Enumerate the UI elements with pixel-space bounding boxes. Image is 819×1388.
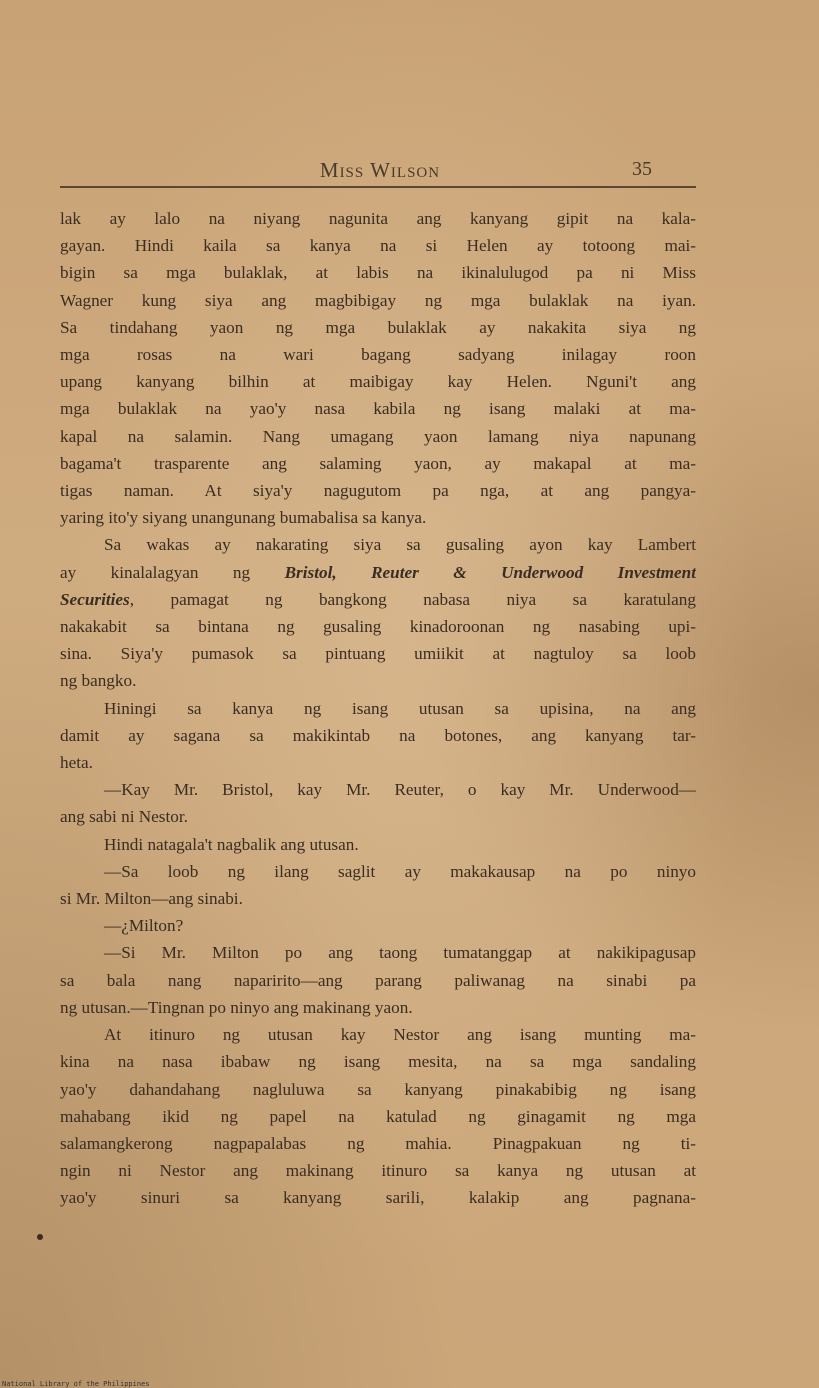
text-line: ng bangko. — [60, 671, 137, 691]
ink-speck — [37, 1234, 43, 1240]
footer-credit: National Library of the Philippines — [2, 1380, 150, 1388]
text-line — [60, 586, 696, 613]
text-fragment: , pamagat ng bangkong nabasa niya sa karatulang — [129, 589, 696, 609]
text-line: ang sabi ni Nestor. — [60, 807, 188, 827]
text-line: ngin ni Nestor ang makinang itinuro sa kanya ng utusan at — [60, 1161, 696, 1181]
text-line: —¿Milton? — [104, 916, 184, 936]
text-line: upang kanyang bilhin at maibigay kay Helen. Nguni't ang — [60, 372, 696, 392]
text-line: nakakabit sa bintana ng gusaling kinadoroonan ng nasabing upi- — [60, 617, 696, 637]
text-line: kapal na salamin. Nang umagang yaon lamang niya napunang — [60, 426, 696, 446]
text-line: bigin sa mga bulaklak, at labis na ikinalulugod pa ni Miss — [60, 263, 696, 283]
text-line: ng utusan.—Tingnan po ninyo ang makinang yaon. — [60, 997, 413, 1017]
text-line: —Sa loob ng ilang saglit ay makakausap na po ninyo — [104, 861, 696, 881]
text-fragment: ay kinalalagyan ng — [60, 562, 285, 582]
text-line: —Kay Mr. Bristol, kay Mr. Reuter, o kay Mr. Underwood— — [104, 780, 696, 800]
text-line: sina. Siya'y pumasok sa pintuang umiikit at nagtuloy sa loob — [60, 644, 696, 664]
text-line: mga bulaklak na yao'y nasa kabila ng isang malaki at ma- — [60, 399, 696, 419]
header-rule — [60, 186, 696, 188]
text-line: Hindi natagala't nagbalik ang utusan. — [104, 834, 359, 854]
text-line: mahabang ikid ng papel na katulad ng ginagamit ng mga — [60, 1106, 696, 1126]
text-line: Wagner kung siya ang magbibigay ng mga bulaklak na iyan. — [60, 290, 696, 310]
text-line: mga rosas na wari bagang sadyang inilagay roon — [60, 345, 696, 365]
text-line: damit ay sagana sa makikintab na botones, ang kanyang tar- — [60, 725, 696, 745]
body-text — [60, 205, 696, 1212]
text-line — [60, 559, 696, 586]
text-line: kina na nasa ibabaw ng isang mesita, na sa mga sandaling — [60, 1052, 696, 1072]
text-line: yao'y dahandahang nagluluwa sa kanyang pinakabibig ng isang — [60, 1079, 696, 1099]
text-line: bagama't trasparente ang salaming yaon, ay makapal at ma- — [60, 453, 696, 473]
text-line: lak ay lalo na niyang nagunita ang kanyang gipit na kala- — [60, 209, 696, 228]
text-line: yaring ito'y siyang unangunang bumabalisa sa kanya. — [60, 508, 427, 528]
text-line: heta. — [60, 753, 93, 773]
text-line: tigas naman. At siya'y nagugutom pa nga, at ang pangya- — [60, 481, 696, 501]
text-line: sa bala nang naparirito—ang parang paliwanag na sinabi pa — [60, 970, 696, 990]
text-line: Sa wakas ay nakarating siya sa gusaling ayon kay Lambert — [104, 535, 696, 555]
page-header — [60, 158, 700, 186]
text-line: salamangkerong nagpapalabas ng mahia. Pinagpakuan ng ti- — [60, 1133, 696, 1153]
running-title: Miss Wilson — [319, 158, 441, 182]
text-line: —Si Mr. Milton po ang taong tumatanggap at nakikipagusap — [104, 943, 696, 963]
company-name-italic: Bristol, Reuter & Underwood Investment — [284, 562, 696, 582]
company-name-italic: Securities — [60, 589, 130, 609]
text-line: gayan. Hindi kaila sa kanya na si Helen ay totoong mai- — [60, 236, 696, 256]
text-line: Sa tindahang yaon ng mga bulaklak ay nakakita siya ng — [60, 317, 696, 337]
text-line: yao'y sinuri sa kanyang sarili, kalakip ang pagnana- — [60, 1188, 696, 1208]
text-line: Hiningi sa kanya ng isang utusan sa upisina, na ang — [104, 698, 696, 718]
page-number: 35 — [632, 158, 652, 180]
text-line: si Mr. Milton—ang sinabi. — [60, 889, 243, 909]
text-line: At itinuro ng utusan kay Nestor ang isang munting ma- — [104, 1025, 696, 1045]
